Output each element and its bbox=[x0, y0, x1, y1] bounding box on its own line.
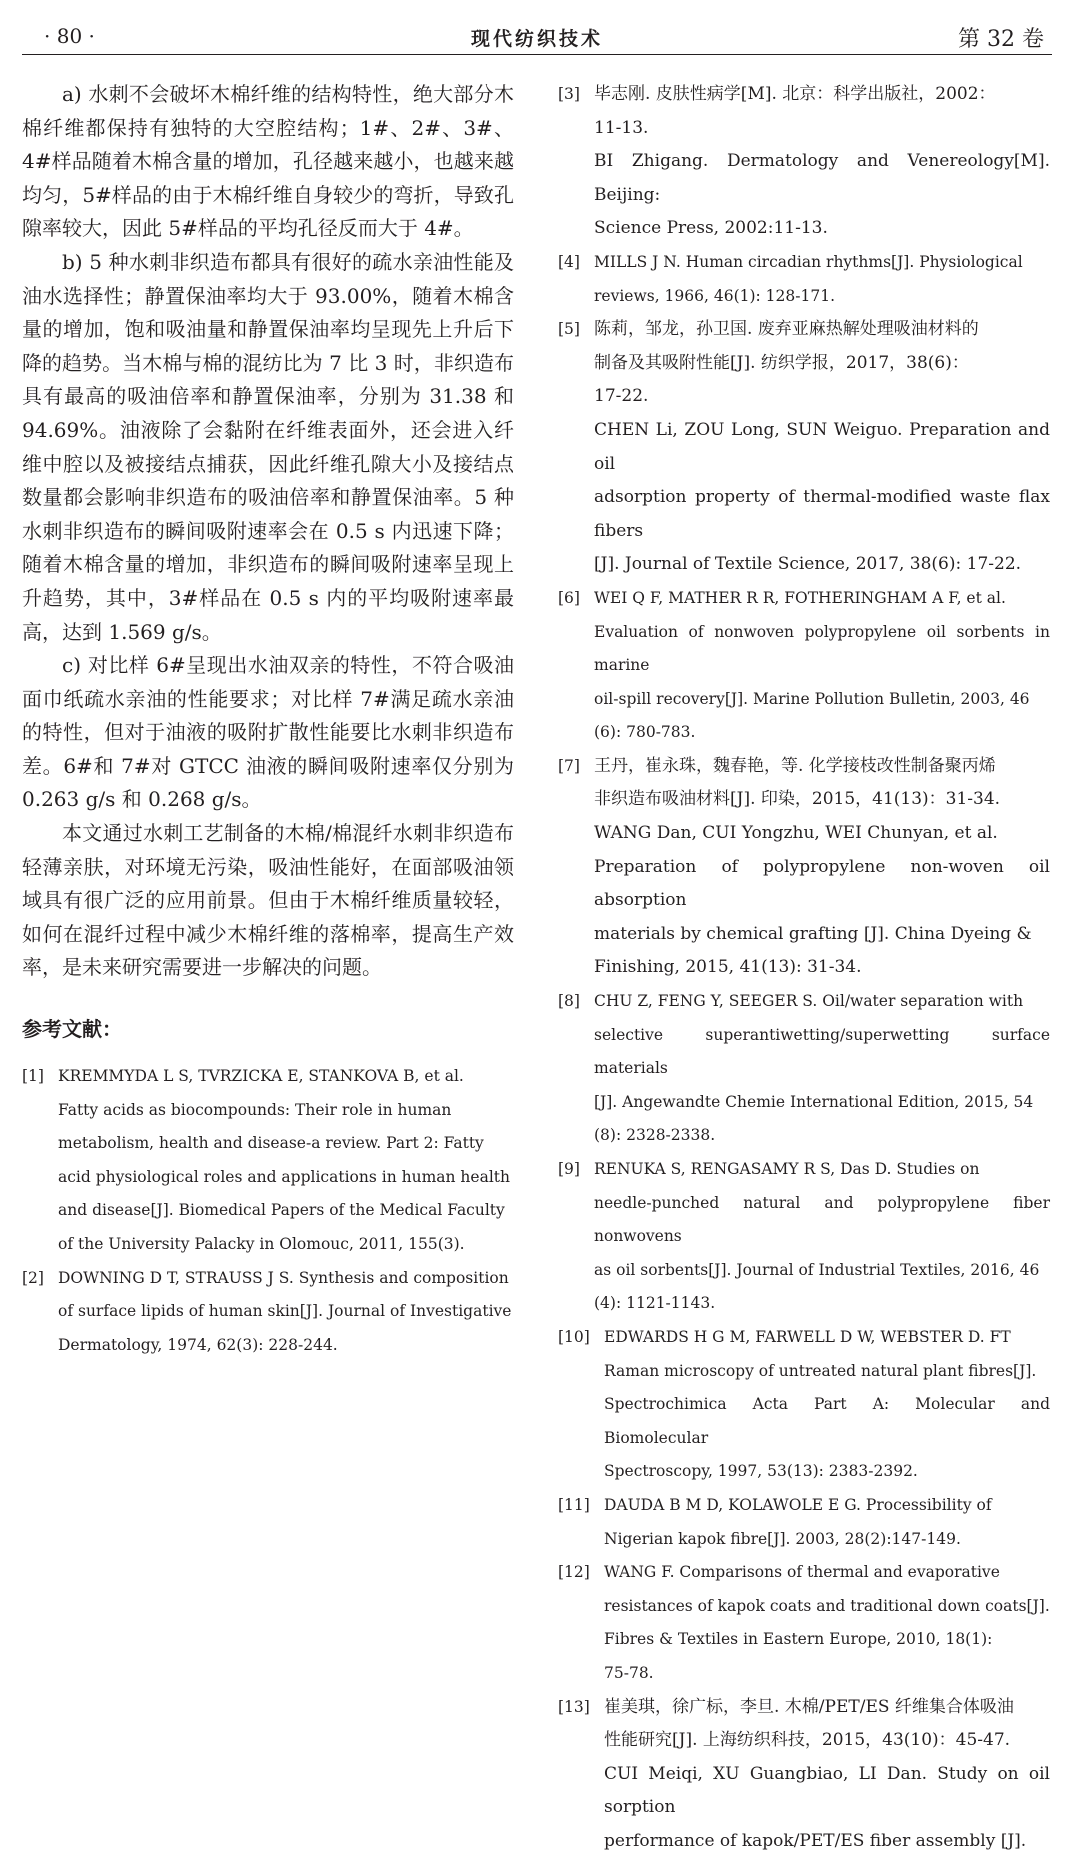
right-column bbox=[558, 78, 1050, 1858]
header-rule bbox=[22, 54, 1052, 55]
reference-line: [J]. Journal of Textile Science, 2017, 38(6): 17-22. bbox=[594, 548, 1050, 582]
reference-line: acid physiological roles and applications in human health bbox=[58, 1161, 514, 1195]
reference-line: oil-spill recovery[J]. Marine Pollution Bulletin, 2003, 46 bbox=[594, 683, 1050, 717]
reference-line: and disease[J]. Biomedical Papers of the Medical Faculty bbox=[58, 1194, 514, 1228]
reference-line: 非织造布吸油材料[J]. 印染，2015，41(13)：31-34. bbox=[594, 783, 1050, 817]
reference-line: Spectroscopy, 1997, 53(13): 2383-2392. bbox=[604, 1455, 1050, 1489]
reference-line: 崔美琪，徐广标，李旦. 木棉/PET/ES 纤维集合体吸油 bbox=[604, 1691, 1050, 1725]
reference-number: [7] bbox=[558, 750, 580, 784]
conclusion-c: c) 对比样 6#呈现出水油双亲的特性，不符合吸油面巾纸疏水亲油的性能要求；对比样 7#满足疏水亲油的特性，但对于油液的吸附扩散性能要比水刺非织造布差。6#和 7#对 GTCC 油液的瞬间吸附速率仅分别为 0.263 g/s 和 0.268 g/s。 bbox=[22, 649, 514, 817]
page-number: · 80 · bbox=[44, 24, 95, 48]
reference-line: performance of kapok/PET/ES fiber assembly [J]. bbox=[604, 1825, 1050, 1858]
reference-line: (6): 780-783. bbox=[594, 716, 1050, 750]
reference-line: Fibres & Textiles in Eastern Europe, 2010, 18(1): bbox=[604, 1623, 1050, 1657]
reference-line: RENUKA S, RENGASAMY R S, Das D. Studies on bbox=[594, 1153, 1050, 1187]
reference-line: EDWARDS H G M, FARWELL D W, WEBSTER D. FT bbox=[604, 1321, 1050, 1355]
reference-line: Nigerian kapok fibre[J]. 2003, 28(2):147-149. bbox=[604, 1523, 1050, 1557]
reference-line: 17-22. bbox=[594, 380, 1050, 414]
references-heading: 参考文献： bbox=[22, 1013, 514, 1042]
reference-line: CHU Z, FENG Y, SEEGER S. Oil/water separation with bbox=[594, 985, 1050, 1019]
reference-line: WANG F. Comparisons of thermal and evaporative bbox=[604, 1556, 1050, 1590]
reference-number: [12] bbox=[558, 1556, 590, 1590]
reference-number: [10] bbox=[558, 1321, 590, 1355]
reference-item bbox=[558, 313, 1050, 582]
reference-line: reviews, 1966, 46(1): 128-171. bbox=[594, 280, 1050, 314]
reference-line: DAUDA B M D, KOLAWOLE E G. Processibility of bbox=[604, 1489, 1050, 1523]
reference-line: DOWNING D T, STRAUSS J S. Synthesis and composition bbox=[58, 1262, 514, 1296]
reference-line: CUI Meiqi, XU Guangbiao, LI Dan. Study on oil sorption bbox=[604, 1758, 1050, 1825]
reference-line: Dermatology, 1974, 62(3): 228-244. bbox=[58, 1329, 514, 1363]
reference-line: BI Zhigang. Dermatology and Venereology[M]. Beijing: bbox=[594, 145, 1050, 212]
summary-paragraph: 本文通过水刺工艺制备的木棉/棉混纤水刺非织造布轻薄亲肤，对环境无污染，吸油性能好，在面部吸油领域具有很广泛的应用前景。但由于木棉纤维质量较轻，如何在混纤过程中减少木棉纤维的落棉率，提高生产效率，是未来研究需要进一步解决的问题。 bbox=[22, 817, 514, 985]
reference-number: [2] bbox=[22, 1262, 44, 1296]
reference-line: Spectrochimica Acta Part A: Molecular and Biomolecular bbox=[604, 1388, 1050, 1455]
reference-item bbox=[558, 1489, 1050, 1556]
left-column bbox=[22, 78, 514, 1362]
reference-line: selective superantiwetting/superwetting surface materials bbox=[594, 1019, 1050, 1086]
reference-item bbox=[558, 1556, 1050, 1690]
reference-item bbox=[558, 78, 1050, 246]
reference-line: 75-78. bbox=[604, 1657, 1050, 1691]
reference-item bbox=[558, 1321, 1050, 1489]
reference-line: needle-punched natural and polypropylene fiber nonwovens bbox=[594, 1187, 1050, 1254]
reference-number: [1] bbox=[22, 1060, 44, 1094]
reference-number: [9] bbox=[558, 1153, 580, 1187]
reference-number: [13] bbox=[558, 1691, 590, 1725]
reference-number: [11] bbox=[558, 1489, 590, 1523]
reference-line: WANG Dan, CUI Yongzhu, WEI Chunyan, et al. bbox=[594, 817, 1050, 851]
reference-line: adsorption property of thermal-modified waste flax fibers bbox=[594, 481, 1050, 548]
reference-line: of surface lipids of human skin[J]. Journal of Investigative bbox=[58, 1295, 514, 1329]
references-list-right bbox=[558, 78, 1050, 1858]
reference-line: Raman microscopy of untreated natural plant fibres[J]. bbox=[604, 1355, 1050, 1389]
reference-item bbox=[558, 750, 1050, 985]
journal-title: 现代纺织技术 bbox=[22, 24, 1052, 51]
reference-number: [6] bbox=[558, 582, 580, 616]
reference-number: [4] bbox=[558, 246, 580, 280]
reference-line: Science Press, 2002:11-13. bbox=[594, 212, 1050, 246]
reference-item bbox=[558, 582, 1050, 750]
reference-line: [J]. Angewandte Chemie International Edition, 2015, 54 bbox=[594, 1086, 1050, 1120]
reference-line: Evaluation of nonwoven polypropylene oil sorbents in marine bbox=[594, 616, 1050, 683]
conclusion-b: b) 5 种水刺非织造布都具有很好的疏水亲油性能及油水选择性；静置保油率均大于 93.00%，随着木棉含量的增加，饱和吸油量和静置保油率均呈现先上升后下降的趋势。当木棉与棉的混纺比为 7 比 3 时，非织造布具有最高的吸油倍率和静置保油率，分别为 31.38 和 94.69%。油液除了会黏附在纤维表面外，还会进入纤维中腔以及被接结点捕获，因此纤维孔隙大小及接结点数量都会影响非织造布的吸油倍率和静置保油率。5 种水刺非织造布的瞬间吸附速率会在 0.5 s 内迅速下降；随着木棉含量的增加，非织造布的瞬间吸附速率呈现上升趋势，其中，3#样品在 0.5 s 内的平均吸附速率最高，达到 1.569 g/s。 bbox=[22, 246, 514, 649]
reference-line: MILLS J N. Human circadian rhythms[J]. Physiological bbox=[594, 246, 1050, 280]
reference-line: WEI Q F, MATHER R R, FOTHERINGHAM A F, et al. bbox=[594, 582, 1050, 616]
reference-line: 性能研究[J]. 上海纺织科技，2015，43(10)：45-47. bbox=[604, 1724, 1050, 1758]
page-header bbox=[22, 18, 1052, 54]
reference-item bbox=[558, 985, 1050, 1153]
reference-line: (8): 2328-2338. bbox=[594, 1119, 1050, 1153]
reference-item bbox=[558, 246, 1050, 313]
reference-item bbox=[558, 1153, 1050, 1321]
reference-line: as oil sorbents[J]. Journal of Industrial Textiles, 2016, 46 bbox=[594, 1254, 1050, 1288]
reference-line: 11-13. bbox=[594, 112, 1050, 146]
reference-line: Finishing, 2015, 41(13): 31-34. bbox=[594, 951, 1050, 985]
reference-line: 陈莉，邹龙，孙卫国. 废弃亚麻热解处理吸油材料的 bbox=[594, 313, 1050, 347]
reference-number: [5] bbox=[558, 313, 580, 347]
reference-item bbox=[22, 1060, 514, 1262]
reference-line: 毕志刚. 皮肤性病学[M]. 北京：科学出版社，2002： bbox=[594, 78, 1050, 112]
reference-item bbox=[558, 1691, 1050, 1858]
reference-line: KREMMYDA L S, TVRZICKA E, STANKOVA B, et al. bbox=[58, 1060, 514, 1094]
reference-line: (4): 1121-1143. bbox=[594, 1287, 1050, 1321]
reference-number: [8] bbox=[558, 985, 580, 1019]
reference-line: 制备及其吸附性能[J]. 纺织学报，2017，38(6)： bbox=[594, 347, 1050, 381]
reference-line: Preparation of polypropylene non-woven oil absorption bbox=[594, 851, 1050, 918]
reference-line: materials by chemical grafting [J]. China Dyeing & bbox=[594, 918, 1050, 952]
reference-number: [3] bbox=[558, 78, 580, 112]
reference-line: metabolism, health and disease-a review. Part 2: Fatty bbox=[58, 1127, 514, 1161]
reference-line: resistances of kapok coats and traditional down coats[J]. bbox=[604, 1590, 1050, 1624]
reference-line: Fatty acids as biocompounds: Their role in human bbox=[58, 1094, 514, 1128]
reference-line: CHEN Li, ZOU Long, SUN Weiguo. Preparation and oil bbox=[594, 414, 1050, 481]
references-list-left bbox=[22, 1060, 514, 1362]
volume-label: 第 32 卷 bbox=[958, 22, 1044, 53]
reference-line: 王丹，崔永珠，魏春艳，等. 化学接枝改性制备聚丙烯 bbox=[594, 750, 1050, 784]
reference-line: of the University Palacky in Olomouc, 2011, 155(3). bbox=[58, 1228, 514, 1262]
conclusion-a: a) 水刺不会破坏木棉纤维的结构特性，绝大部分木棉纤维都保持有独特的大空腔结构；1#、2#、3#、4#样品随着木棉含量的增加，孔径越来越小，也越来越均匀，5#样品的由于木棉纤维自身较少的弯折，导致孔隙率较大，因此 5#样品的平均孔径反而大于 4#。 bbox=[22, 78, 514, 246]
reference-item bbox=[22, 1262, 514, 1363]
